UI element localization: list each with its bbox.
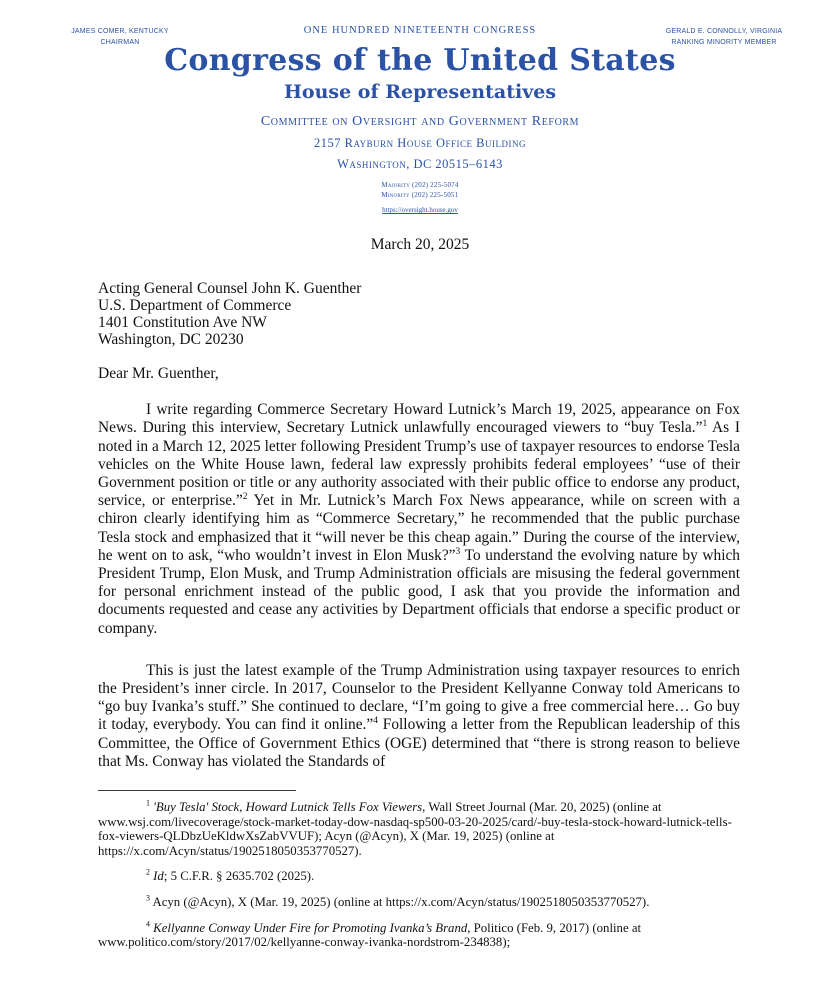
body-paragraph-2: This is just the latest example of the Trump Administration using taxpayer resources to enrich the President’s inner circle. In 2017, Counselor to the President Kellyanne Conway told Americans to “go buy Ivanka’s stuff.” She continued to declare, “I’m going to give a free commercial here… Go buy it today, everybody. You can find it online.”$^4$ Following a letter from the Republican leadership of this Committee, the Office of Government Ethics (OGE) determined that “there is strong reason to believe that Ms. Conway has violated the Standards of: [98, 661, 740, 770]
footnote-separator: [98, 790, 296, 791]
phone-numbers-block: [381, 180, 458, 200]
majority-phone: Majority (202) 225‑5074: [381, 181, 459, 189]
ranking-member-block: [634, 27, 814, 48]
ranking-member-name: GERALD E. CONNOLLY, VIRGINIA: [665, 28, 783, 35]
body-paragraph-1: I write regarding Commerce Secretary Howard Lutnick’s March 19, 2025, appearance on Fox News. During this interview, Secretary Lutnick unlawfully encouraged viewers to “buy Tesla.”$^1$ As I noted in a March 12, 2025 letter following President Trump’s use of taxpayer resources to endorse Tesla vehicles on the White House lawn, federal law expressly prohibits federal employees’ “use of their Government position or title or any authority associated with their public office to endorse any product, service, or enterprise.”$^2$ Yet in Mr. Lutnick’s March Fox News appearance, while on screen with a chiron clearly identifying him as “Commerce Secretary,” he recommended that the public purchase Tesla stock and emphasized that it “will never be this cheap again.” During the course of the interview, he went on to ask, “who wouldn’t invest in Elon Musk?”$^3$ To understand the evolving nature by which President Trump, Elon Musk, and Trump Administration officials are misusing the federal government for personal enrichment instead of the public good, I ask that you provide the information and documents requested and cease any activities by Department officials that endorse a specific product or company.: [98, 401, 740, 637]
chairman-title: CHAIRMAN: [100, 38, 140, 46]
committee-address-line-2: Washington, DC 20515–6143: [337, 157, 503, 171]
committee-name: Committee on Oversight and Government Reform: [260, 114, 580, 129]
letterhead: [0, 0, 840, 214]
committee-address-line-1: 2157 Rayburn House Office Building: [314, 136, 526, 150]
letter-date: March 20, 2025: [370, 236, 470, 254]
ranking-member-title: RANKING MINORITY MEMBER: [671, 38, 777, 46]
house-subtitle: House of Representatives: [283, 81, 557, 103]
committee-website-link[interactable]: https://oversight.house.gov: [382, 206, 458, 215]
recipient-name: Acting General Counsel John K. Guenther: [98, 280, 362, 298]
footnotes-block: [98, 800, 740, 950]
recipient-city: Washington, DC 20230: [98, 331, 244, 349]
congress-title: Congress of the United States: [164, 43, 676, 78]
footnote-4: $^4$ Kellyanne Conway Under Fire for Promoting Ivanka’s Brand, Politico (Feb. 9, 2017) (online at www.politico.com/story/2017/02/kellyanne-conway-ivanka-nordstrom-234838);: [98, 919, 642, 950]
footnote-2: $^2$ Id; 5 C.F.R. § 2635.702 (2025).: [146, 868, 315, 884]
salutation: Dear Mr. Guenther,: [98, 365, 219, 383]
chairman-name-block: [30, 27, 210, 48]
congress-session-line: ONE HUNDRED NINETEENTH CONGRESS: [303, 25, 537, 36]
recipient-street: 1401 Constitution Ave NW: [98, 314, 267, 332]
recipient-agency: U.S. Department of Commerce: [98, 297, 292, 315]
letter-body: [98, 280, 740, 950]
chairman-name: JAMES COMER, KENTUCKY: [71, 28, 169, 35]
minority-phone: Minority (202) 225‑5051: [381, 191, 459, 200]
recipient-address-block: [98, 280, 740, 348]
footnote-1: $^1$ 'Buy Tesla' Stock, Howard Lutnick Tells Fox Viewers, Wall Street Journal (Mar. 20, 2025) (online at www.wsj.com/livecoverage/stock-market-today-dow-nasdaq-sp500-03-20-2025/card/-buy-tesla-stock-howard-lutnick-tells-fox-viewers-QLDbzUeKldwXsZabVVUF); Acyn (@Acyn), X (Mar. 19, 2025) (online at https://x.com/Acyn/status/1902518050353770527).: [98, 798, 732, 858]
footnote-3: $^3$ Acyn (@Acyn), X (Mar. 19, 2025) (online at https://x.com/Acyn/status/1902518050353770527).: [146, 893, 650, 909]
